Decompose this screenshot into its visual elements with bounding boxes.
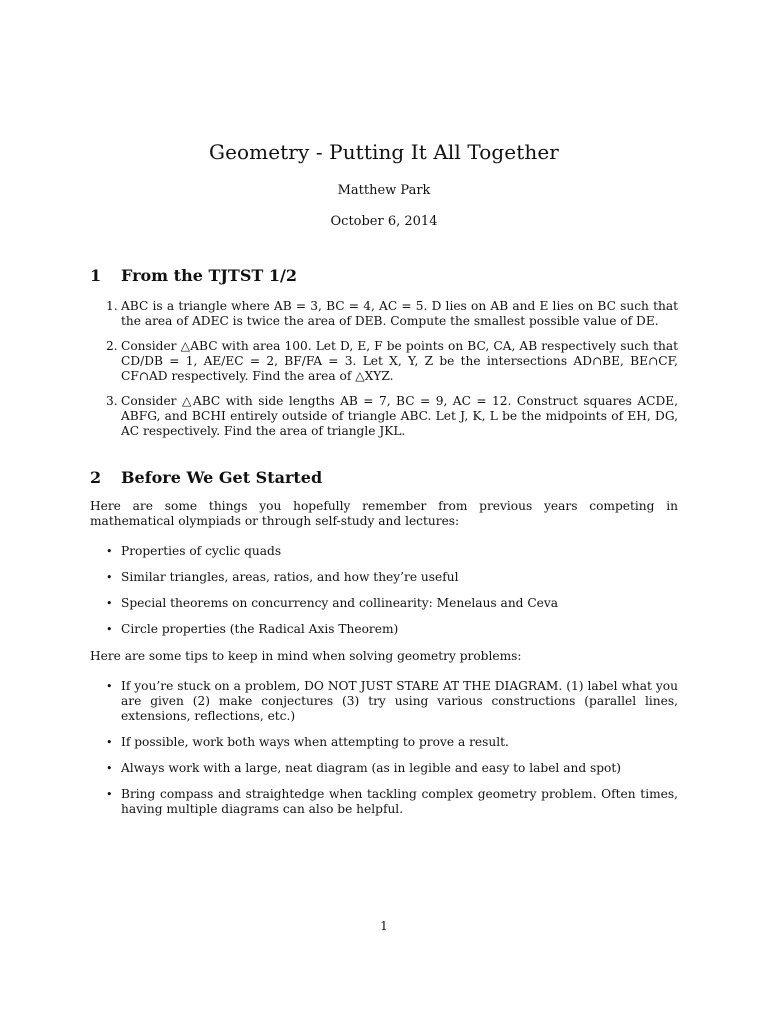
section-title: From the TJTST 1/2: [121, 266, 297, 285]
problem-text: ABC is a triangle where AB = 3, BC = 4, AC = 5. D lies on AB and E lies on BC such that the area of ADEC is twice the area of DEB. Compute the smallest possible value of DE.: [121, 299, 678, 328]
list-item: • Similar triangles, areas, ratios, and how they’re useful: [106, 570, 459, 584]
page-number: 1: [380, 919, 388, 933]
section-number: 2: [90, 468, 102, 487]
problem-list: [90, 299, 678, 449]
list-item: • Bring compass and straightedge when tackling complex geometry problem. Often times, having multiple diagrams can also be helpful.: [106, 787, 678, 816]
bullet-icon: •: [106, 762, 113, 775]
tips-intro: Here are some tips to keep in mind when solving geometry problems:: [90, 649, 522, 663]
bullet-icon: •: [106, 597, 113, 610]
list-item: • Properties of cyclic quads: [106, 544, 282, 558]
problem-number: 3.: [106, 394, 118, 408]
list-item: • If possible, work both ways when attempting to prove a result.: [106, 735, 509, 749]
section-title: Before We Get Started: [121, 468, 323, 487]
problem-item-1: [90, 299, 678, 329]
problem-number: 2.: [106, 339, 118, 353]
bullet-icon: •: [106, 788, 113, 801]
problem-item-2: [90, 339, 678, 384]
section-number: 1: [90, 266, 102, 285]
section-heading-1: [90, 266, 297, 285]
problem-item-3: [90, 394, 678, 439]
section-heading-2: [90, 468, 322, 487]
document-author: Matthew Park: [337, 183, 431, 198]
tips-list: [90, 679, 678, 828]
list-item: • Always work with a large, neat diagram (as in legible and easy to label and spot): [106, 761, 622, 775]
remember-list: [90, 544, 678, 648]
list-item: • Circle properties (the Radical Axis Theorem): [106, 622, 399, 636]
bullet-icon: •: [106, 623, 113, 636]
list-item: • If you’re stuck on a problem, DO NOT JUST STARE AT THE DIAGRAM. (1) label what you are given (2) make conjectures (3) try using various constructions (parallel lines, extensions, reflections, etc.): [106, 679, 678, 723]
remember-intro: Here are some things you hopefully remember from previous years competing in mathematical olympiads or through self-study and lectures:: [90, 499, 678, 528]
list-item: • Special theorems on concurrency and collinearity: Menelaus and Ceva: [106, 596, 559, 610]
problem-number: 1.: [106, 299, 118, 313]
document-date: October 6, 2014: [330, 214, 438, 229]
document-title: Geometry - Putting It All Together: [209, 140, 559, 164]
bullet-icon: •: [106, 545, 113, 558]
problem-text: Consider △ABC with side lengths AB = 7, BC = 9, AC = 12. Construct squares ACDE, ABFG, and BCHI entirely outside of triangle ABC. Let J, K, L be the midpoints of EH, DG, AC respectively. Find the area of triangle JKL.: [121, 394, 678, 438]
bullet-icon: •: [106, 571, 113, 584]
bullet-icon: •: [106, 680, 113, 693]
problem-text: Consider △ABC with area 100. Let D, E, F be points on BC, CA, AB respectively such that CD/DB = 1, AE/EC = 2, BF/FA = 3. Let X, Y, Z be the intersections AD∩BE, BE∩CF, CF∩AD respectively. Find the area of △XYZ.: [121, 339, 678, 383]
bullet-icon: •: [106, 736, 113, 749]
